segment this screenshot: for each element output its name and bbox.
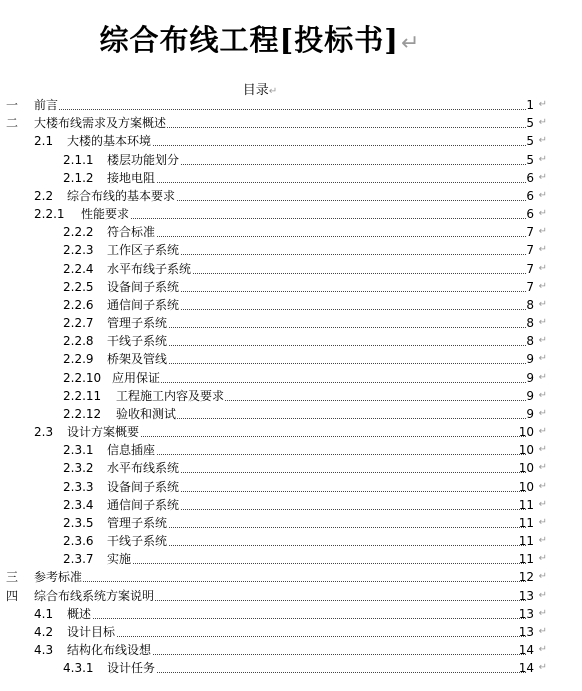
paragraph-mark-icon: ↵ (538, 317, 547, 329)
toc-entry-number: 2.1.2 (63, 170, 94, 185)
toc-dot-leader (107, 454, 526, 455)
paragraph-mark-icon: ↵ (538, 625, 547, 637)
toc-entry-number: 4.3.1 (63, 661, 94, 676)
toc-entry-page: 5 (526, 152, 534, 167)
toc-entry-page: 9 (526, 352, 534, 367)
paragraph-mark-icon: ↵ (538, 280, 547, 292)
toc-entry-page: 11 (518, 534, 534, 549)
toc-entry[interactable] (0, 641, 582, 659)
paragraph-mark-icon: ↵ (538, 389, 547, 401)
toc-dot-leader (107, 363, 526, 364)
toc-entry-number: 2.3.6 (63, 534, 94, 549)
paragraph-mark-icon: ↵ (538, 462, 547, 474)
toc-entry-page: 9 (526, 388, 534, 403)
toc-entry-page: 13 (518, 606, 534, 621)
toc-entry-label: 管理子系统 (107, 515, 168, 530)
toc-entry-number: 2.3.4 (63, 497, 94, 512)
toc-entry-label: 符合标准 (107, 225, 156, 240)
toc-entry-number: 2.2.2 (63, 225, 94, 240)
toc-entry-label: 通信间子系统 (107, 297, 180, 312)
toc-entry-number: 2.1.1 (63, 152, 94, 167)
toc-entry-label: 设备间子系统 (107, 279, 180, 294)
toc-dot-leader (34, 109, 526, 110)
toc-dot-leader (112, 382, 526, 383)
paragraph-mark-icon: ↵ (538, 208, 547, 220)
toc-entry-page: 14 (518, 661, 534, 676)
toc-entry-number: 4.3 (34, 643, 54, 658)
paragraph-mark-icon: ↵ (538, 244, 547, 256)
toc-entry-label: 通信间子系统 (107, 497, 180, 512)
paragraph-mark-icon: ↵ (538, 444, 547, 456)
toc-entry-number: 2.2 (34, 188, 54, 203)
toc-dot-leader (67, 618, 526, 619)
toc-entry[interactable] (0, 132, 582, 150)
paragraph-mark-icon: ↵ (268, 86, 278, 97)
toc-entry-label: 水平布线子系统 (107, 261, 192, 276)
toc-entry-page: 5 (526, 134, 534, 149)
toc-entry-number: 2.2.11 (63, 388, 102, 403)
toc-entry-number: 2.2.8 (63, 334, 94, 349)
paragraph-mark-icon: ↵ (538, 644, 547, 656)
paragraph-mark-icon: ↵ (538, 662, 547, 674)
toc-entry-label: 工作区子系统 (107, 243, 180, 258)
toc-entry[interactable] (0, 550, 582, 568)
toc-entry-label: 结构化布线设想 (67, 643, 152, 658)
paragraph-mark-icon: ↵ (538, 262, 547, 274)
toc-heading-text: 目录 (242, 83, 269, 98)
toc-entry-label: 管理子系统 (107, 316, 168, 331)
toc-entry-page: 5 (526, 116, 534, 131)
toc-entry-page: 7 (526, 279, 534, 294)
toc-dot-leader (107, 563, 526, 564)
toc-entry-number: 2.2.6 (63, 297, 94, 312)
toc-dot-leader (107, 545, 526, 546)
toc-entry-label: 综合布线系统方案说明 (34, 588, 155, 603)
paragraph-mark-icon: ↵ (538, 426, 547, 438)
paragraph-mark-icon: ↵ (538, 99, 547, 110)
toc-entry-label: 桥架及管线 (107, 352, 168, 367)
toc-entry[interactable] (0, 260, 582, 278)
toc-entry-page: 6 (526, 170, 534, 185)
toc-entry[interactable] (0, 369, 582, 387)
paragraph-mark-icon: ↵ (538, 298, 547, 310)
toc-entry-number: 四 (6, 588, 19, 603)
paragraph-mark-icon: ↵ (401, 31, 421, 56)
paragraph-mark-icon: ↵ (538, 171, 547, 183)
toc-dot-leader (116, 418, 526, 419)
paragraph-mark-icon: ↵ (538, 607, 547, 619)
paragraph-mark-icon: ↵ (538, 353, 547, 365)
paragraph-mark-icon: ↵ (538, 335, 547, 347)
toc-entry-page: 12 (518, 570, 534, 585)
toc-entry-page: 10 (518, 425, 534, 440)
toc-entry[interactable] (0, 223, 582, 241)
toc-entry-page: 6 (526, 188, 534, 203)
toc-entry-number: 2.2.9 (63, 352, 94, 367)
toc-entry-page: 10 (518, 461, 534, 476)
toc-entry[interactable] (0, 605, 582, 623)
toc-entry-page: 13 (518, 624, 534, 639)
toc-entry[interactable] (0, 405, 582, 423)
toc-entry[interactable] (0, 623, 582, 641)
toc-entry[interactable] (0, 514, 582, 532)
toc-entry-label: 应用保证 (112, 370, 161, 385)
toc-entry-page: 8 (526, 297, 534, 312)
paragraph-mark-icon: ↵ (538, 117, 547, 129)
toc-entry-label: 概述 (67, 606, 92, 621)
toc-entry-label: 性能要求 (81, 207, 130, 222)
toc-entry-page: 6 (526, 207, 534, 222)
toc-entry[interactable] (0, 205, 582, 223)
toc-entry-number: 4.1 (34, 606, 54, 621)
toc-entry-number: 2.2.1 (34, 207, 65, 222)
toc-entry-number: 2.2.7 (63, 316, 94, 331)
toc-entry[interactable] (0, 151, 582, 169)
toc-entry-page: 10 (518, 479, 534, 494)
toc-entry[interactable] (0, 387, 582, 405)
paragraph-mark-icon: ↵ (538, 135, 547, 147)
toc-entry-number: 2.3 (34, 425, 54, 440)
paragraph-mark-icon: ↵ (538, 535, 547, 547)
table-of-contents (0, 96, 582, 678)
toc-entry[interactable] (0, 332, 582, 350)
paragraph-mark-icon: ↵ (538, 371, 547, 383)
toc-entry-page: 14 (518, 643, 534, 658)
toc-entry-page: 11 (518, 552, 534, 567)
paragraph-mark-icon: ↵ (538, 153, 547, 165)
toc-entry-label: 信息插座 (107, 443, 156, 458)
toc-entry[interactable] (0, 314, 582, 332)
toc-entry-label: 实施 (107, 552, 132, 567)
toc-entry[interactable] (0, 496, 582, 514)
toc-entry-number: 2.2.12 (63, 406, 102, 421)
paragraph-mark-icon: ↵ (538, 498, 547, 510)
toc-entry-label: 设计方案概要 (67, 425, 140, 440)
toc-entry-number: 2.3.3 (63, 479, 94, 494)
toc-entry-label: 水平布线系统 (107, 461, 180, 476)
toc-entry[interactable] (0, 532, 582, 550)
paragraph-mark-icon: ↵ (538, 480, 547, 492)
toc-entry-label: 大楼的基本环境 (67, 134, 152, 149)
toc-dot-leader (67, 636, 526, 637)
toc-entry-label: 验收和测试 (116, 406, 177, 421)
toc-entry-label: 工程施工内容及要求 (116, 388, 225, 403)
toc-entry-label: 综合布线的基本要求 (67, 188, 176, 203)
toc-entry-page: 11 (518, 515, 534, 530)
toc-entry[interactable] (0, 659, 582, 677)
toc-dot-leader (34, 581, 526, 582)
toc-entry-number: 2.3.1 (63, 443, 94, 458)
toc-entry-page: 8 (526, 316, 534, 331)
toc-entry-number: 4.2 (34, 624, 54, 639)
toc-dot-leader (81, 218, 526, 219)
toc-dot-leader (107, 236, 526, 237)
toc-entry-number: 2.2.3 (63, 243, 94, 258)
toc-dot-leader (107, 345, 526, 346)
toc-entry-label: 干线子系统 (107, 534, 168, 549)
document-title-text: 综合布线工程[投标书] (99, 23, 399, 57)
toc-entry-number: 2.2.5 (63, 279, 94, 294)
paragraph-mark-icon: ↵ (538, 571, 547, 583)
toc-entry[interactable] (0, 169, 582, 187)
paragraph-mark-icon: ↵ (538, 516, 547, 528)
toc-dot-leader (107, 672, 526, 673)
toc-entry-number: 三 (6, 570, 19, 585)
toc-entry-label: 干线子系统 (107, 334, 168, 349)
toc-entry[interactable] (0, 587, 582, 605)
paragraph-mark-icon: ↵ (538, 407, 547, 419)
toc-entry-label: 前言 (34, 98, 59, 112)
toc-entry-label: 设备间子系统 (107, 479, 180, 494)
toc-entry-page: 7 (526, 225, 534, 240)
toc-entry-label: 设计任务 (107, 661, 156, 676)
toc-entry-page: 11 (518, 497, 534, 512)
toc-entry-page: 7 (526, 243, 534, 258)
toc-entry[interactable] (0, 478, 582, 496)
paragraph-mark-icon: ↵ (538, 553, 547, 565)
toc-entry-label: 楼层功能划分 (107, 152, 180, 167)
toc-dot-leader (107, 527, 526, 528)
toc-dot-leader (107, 182, 526, 183)
toc-entry[interactable] (0, 278, 582, 296)
paragraph-mark-icon: ↵ (538, 226, 547, 238)
toc-entry-label: 接地电阻 (107, 170, 156, 185)
toc-entry-label: 大楼布线需求及方案概述 (34, 116, 167, 131)
toc-entry[interactable] (0, 459, 582, 477)
toc-entry[interactable] (0, 423, 582, 441)
toc-entry-page: 1 (526, 98, 534, 112)
toc-entry-number: 2.2.4 (63, 261, 94, 276)
toc-entry-number: 一 (6, 98, 19, 112)
toc-entry-number: 2.1 (34, 134, 54, 149)
toc-entry-page: 9 (526, 406, 534, 421)
toc-entry-page: 9 (526, 370, 534, 385)
toc-entry-number: 2.2.10 (63, 370, 102, 385)
toc-entry-label: 设计目标 (67, 624, 116, 639)
toc-entry-number: 二 (6, 116, 19, 131)
toc-entry[interactable] (0, 568, 582, 586)
toc-entry[interactable] (0, 441, 582, 459)
document-title (0, 18, 520, 59)
toc-entry-number: 2.3.7 (63, 552, 94, 567)
toc-entry-number: 2.3.2 (63, 461, 94, 476)
toc-entry[interactable] (0, 96, 582, 114)
paragraph-mark-icon: ↵ (538, 589, 547, 601)
toc-entry-page: 13 (518, 588, 534, 603)
toc-entry-number: 2.3.5 (63, 515, 94, 530)
toc-entry[interactable] (0, 241, 582, 259)
toc-entry[interactable] (0, 187, 582, 205)
toc-entry-label: 参考标准 (34, 570, 83, 585)
paragraph-mark-icon: ↵ (538, 189, 547, 201)
toc-entry[interactable] (0, 114, 582, 132)
toc-entry-page: 10 (518, 443, 534, 458)
toc-entry[interactable] (0, 350, 582, 368)
toc-entry-page: 8 (526, 334, 534, 349)
toc-dot-leader (107, 327, 526, 328)
toc-entry[interactable] (0, 296, 582, 314)
toc-entry-page: 7 (526, 261, 534, 276)
